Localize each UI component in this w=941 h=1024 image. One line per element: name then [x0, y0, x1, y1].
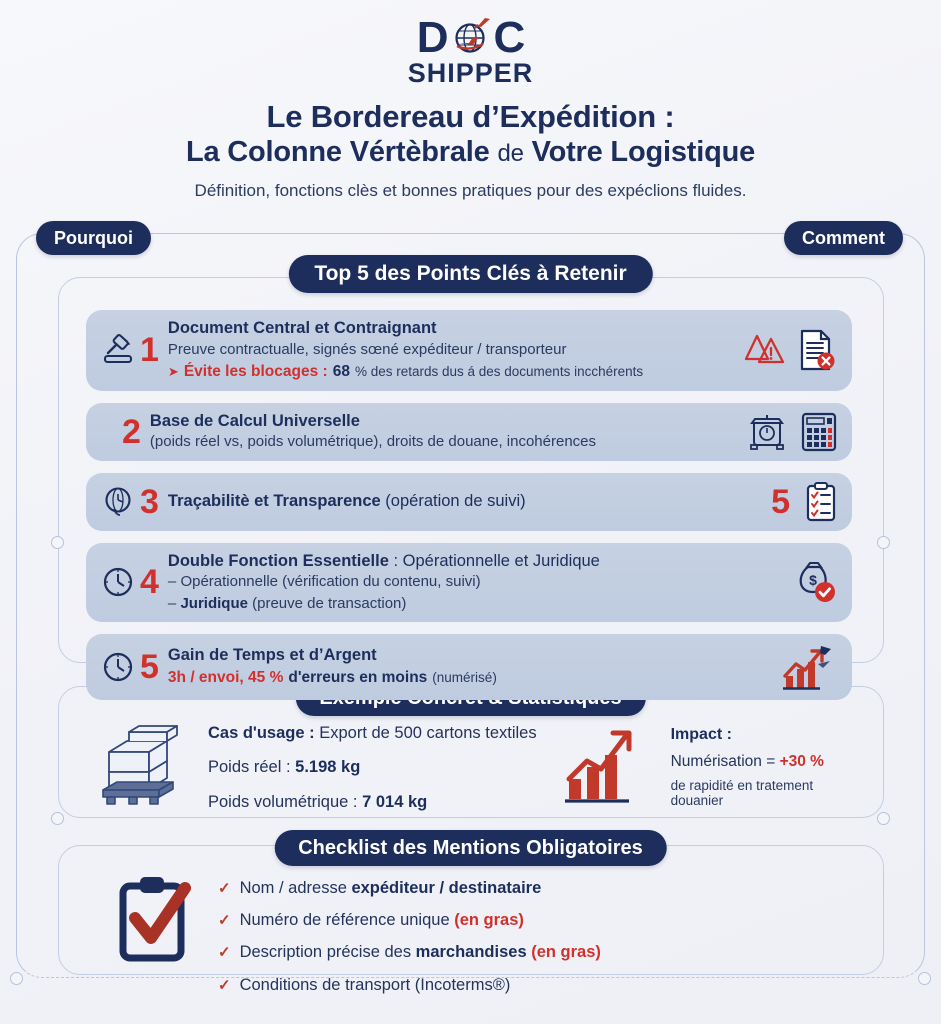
top5-row-3-big-number: 5 — [771, 482, 790, 521]
top5-row-4-bullet-2-rest: (preuve de transaction) — [252, 594, 407, 612]
badge-comment[interactable]: Comment — [784, 221, 903, 255]
svg-text:$: $ — [809, 572, 817, 589]
example-line-1-value: Export de 500 cartons textiles — [319, 724, 537, 742]
checklist-item-0-text: Nom / adresse expéditeur / destinataire — [239, 879, 542, 897]
bullet-arrow-icon: ➤ — [167, 363, 179, 379]
top5-row-3-icons — [771, 481, 838, 523]
money-bag-check-icon — [792, 559, 838, 605]
checklist-section — [100, 868, 860, 1001]
example-line-3-label: Poids volumétrique : — [208, 792, 358, 811]
list-item[interactable] — [218, 904, 860, 936]
page-subtitle: Définition, fonctions clès et bonnes pratiques pour des expéclions fluides. — [194, 180, 747, 200]
top5-row-2-sub: (poids réel vs, poids volumétrique), droits de douane, incohérences — [149, 433, 597, 451]
top5-row-4-bullet-2-dash: – — [167, 594, 177, 612]
connector-dot-right-top — [877, 536, 890, 549]
connector-dot-left-bottom — [10, 972, 23, 985]
top5-row-2-heading: Base de Calcul Universelle — [149, 411, 360, 430]
impact-label: Numérisation = — [670, 753, 776, 771]
title-line2-part-b: de — [497, 139, 524, 167]
calculator-icon — [800, 411, 838, 453]
impact-sub: de rapidité en tratement douanier — [670, 778, 814, 809]
checklist-item-1-text: Numéro de référence unique (en gras) — [239, 911, 524, 930]
top5-row-5[interactable] — [86, 634, 852, 700]
top5-row-1-highlight — [168, 362, 736, 383]
top5-row-1-sub: Preuve contractualle, signés sœné expéditeur / transporteur — [167, 340, 567, 358]
top5-row-5-stats — [168, 668, 772, 689]
example-line-1-label: Cas d'usage : — [208, 724, 315, 742]
list-item[interactable] — [218, 872, 860, 904]
clipboard-checklist-icon — [804, 481, 838, 523]
top5-row-3[interactable] — [86, 473, 852, 531]
bar-chart-arrow-icon — [549, 727, 659, 807]
top5-row-5-stat-light: (numérisé) — [432, 669, 497, 685]
example-line-2-value: 5.198 kg — [295, 758, 361, 777]
page-title-line2 — [0, 135, 941, 170]
top5-row-5-icons — [780, 642, 838, 692]
example-line-1 — [208, 716, 537, 750]
connector-dot-right-bottom — [918, 972, 931, 985]
check-icon: ✓ — [218, 944, 231, 962]
example-line-2-label: Poids réel : — [208, 758, 291, 777]
checklist-item-2-text: Description précise des marchandises (en gras) — [239, 943, 601, 962]
top5-row-4-bullet-1-text: Opérationnelle (vérification du contenu, suivi) — [180, 573, 481, 591]
pallet-boxes-icon — [86, 724, 206, 810]
logo-letter-c: C — [493, 12, 525, 62]
clock-icon — [98, 564, 140, 600]
top5-row-2[interactable] — [86, 403, 852, 461]
globe-clock-icon — [98, 485, 140, 519]
clock-icon — [98, 649, 140, 685]
example-section — [86, 716, 856, 819]
impact-value: +30 % — [779, 753, 824, 771]
connector-dot-left-top — [51, 536, 64, 549]
weighing-scale-icon — [744, 412, 790, 452]
top5-row-3-heading-light: (opération de suivi) — [385, 492, 526, 511]
check-icon: ✓ — [218, 912, 231, 930]
checklist-item-3-text: Conditions de transport (Incoterms®) — [239, 975, 511, 994]
logo-letter-d: D — [416, 12, 448, 62]
top5-row-4-bullet-1 — [168, 572, 784, 592]
top5-row-1-heading: Document Central et Contraignant — [167, 319, 437, 337]
title-line2-part-c: Votre Logistique — [531, 135, 756, 168]
gavel-icon — [98, 331, 140, 369]
page-title-block — [0, 100, 941, 201]
top5-row-4-bullet-2 — [168, 594, 784, 614]
top5-row-2-number: 2 — [122, 412, 141, 451]
top5-rows — [86, 310, 852, 712]
top5-row-3-heading-text: Traçabilitè et Transparence — [167, 492, 381, 511]
growth-chart-plane-icon — [780, 642, 838, 692]
example-line-2 — [208, 750, 537, 784]
impact-title: Impact : — [670, 726, 732, 744]
top5-row-1-stat: 68 — [332, 362, 350, 380]
list-item[interactable] — [218, 969, 860, 1001]
top5-row-5-number: 5 — [140, 647, 159, 686]
check-icon: ✓ — [218, 880, 231, 897]
top5-row-1-highlight-red: Évite les blocages : — [183, 362, 328, 380]
top5-row-5-stat-red: 3h / envoi, 45 % — [167, 668, 284, 686]
top5-row-1-icons — [744, 328, 838, 372]
top5-row-4[interactable] — [86, 543, 852, 622]
clipboard-check-icon — [100, 868, 218, 968]
connector-dot-right-mid — [877, 812, 890, 825]
example-line-3-value: 7 014 kg — [362, 792, 428, 811]
top5-row-1[interactable] — [86, 310, 852, 391]
example-text — [208, 716, 537, 819]
brand-logo — [0, 6, 941, 92]
top5-row-4-icons — [792, 559, 838, 605]
top5-row-2-icons — [744, 411, 838, 453]
section-title-top5: Top 5 des Points Clés à Retenir — [288, 255, 652, 293]
page-title-line1: Le Bordereau d’Expédition : — [266, 99, 675, 134]
top5-row-4-heading-light: : Opérationnelle et Juridique — [393, 551, 600, 570]
document-error-icon — [796, 328, 838, 372]
top5-row-1-highlight-rest: % des retards dus á des documents incchérents — [354, 363, 644, 379]
section-title-checklist: Checklist des Mentions Obligatoires — [274, 830, 667, 866]
list-item[interactable] — [218, 936, 860, 968]
example-line-3 — [208, 785, 537, 819]
impact-line — [671, 753, 856, 771]
top5-row-3-heading — [168, 491, 763, 512]
title-line2-part-a: La Colonne Vértèbrale — [185, 135, 490, 168]
top5-row-4-heading-text: Double Fonction Essentielle — [167, 551, 389, 570]
top5-row-3-number: 3 — [140, 482, 159, 521]
double-warning-triangle-icon — [744, 330, 786, 370]
check-icon: ✓ — [218, 976, 231, 994]
top5-row-1-number: 1 — [140, 331, 159, 370]
badge-pourquoi[interactable]: Pourquoi — [36, 221, 151, 255]
example-impact — [671, 726, 856, 808]
top5-row-5-heading: Gain de Temps et d’Argent — [167, 646, 377, 665]
top5-row-4-bullet-2-bold: Juridique — [180, 594, 248, 612]
checklist-items — [218, 868, 860, 1001]
globe-plane-ship-icon — [449, 16, 493, 60]
logo-wordmark-bottom: SHIPPER — [407, 57, 534, 88]
top5-row-5-stat-navy: d'erreurs en moins — [288, 668, 428, 686]
logo-wordmark-top — [417, 12, 525, 64]
connector-dot-left-mid — [51, 812, 64, 825]
top5-row-4-bullet-1-dash: – — [167, 573, 177, 591]
top5-row-4-heading — [168, 551, 784, 572]
top5-row-4-number: 4 — [140, 563, 159, 602]
